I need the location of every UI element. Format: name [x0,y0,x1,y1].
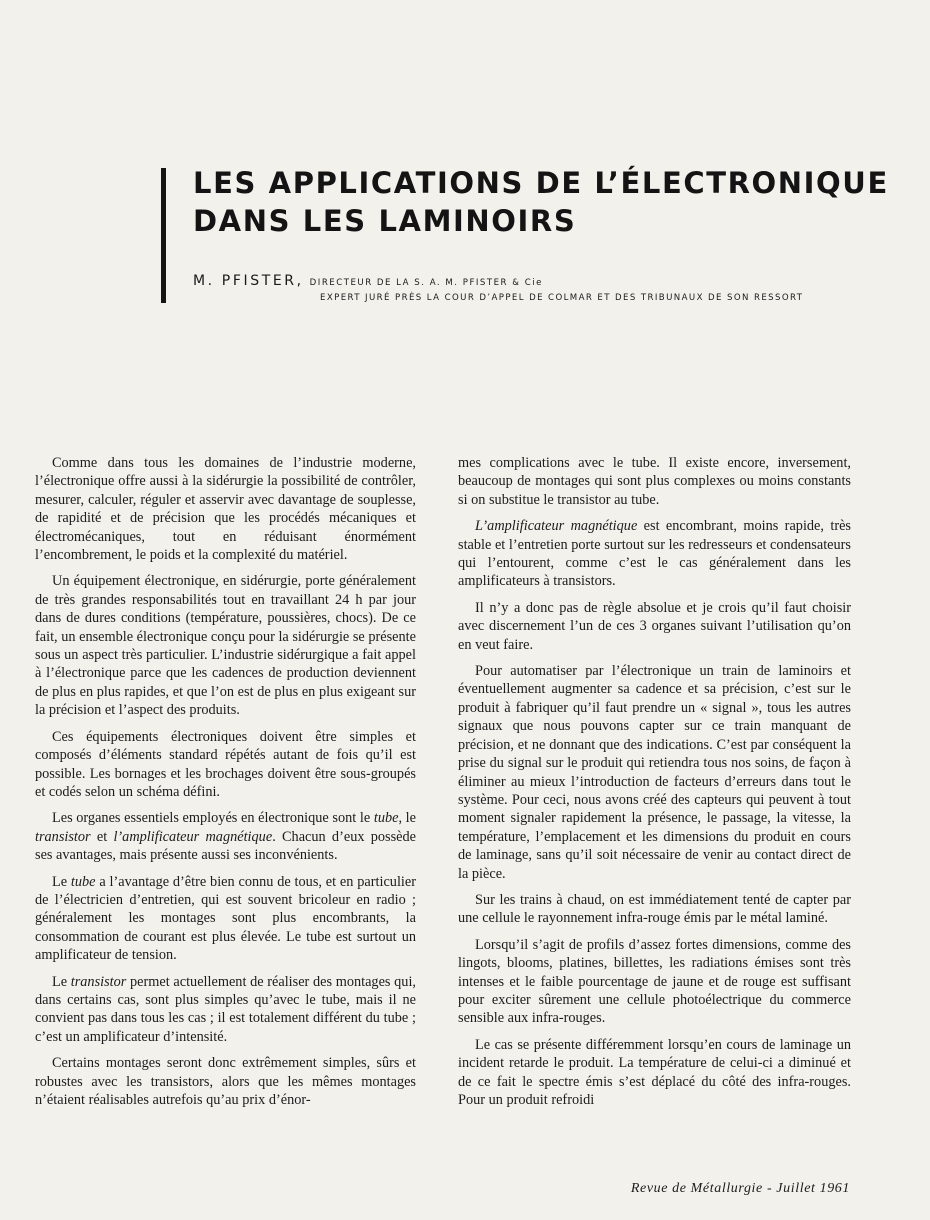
term-transistor: transistor [35,828,91,845]
paragraph: Les organes essentiels employés en électronique sont le tube, le transistor et l’amplificateur magnétique. Chacun d’eux possède ses avantages, mais présente aussi ses inconvénients. [35,810,417,864]
term-tube: tube [373,810,399,827]
journal-footer: Revue de Métallurgie - Juillet 1961 [630,1181,850,1196]
paragraph: Un équipement électronique, en sidérurgie, porte généralement de très grandes responsabilités tout en travaillant 24 h par jour dans de dures conditions (température, poussières, chocs). De ce fait, un ensemble électronique conçu pour la sidérurgie se présente sous un aspect très particulier. L’industrie sidérurgique a fait appel à l’électronique parce que les cadences de production deviennent de plus en plus rapides, et que l’on est de plus en plus exigeant sur la précision et l’aspect des produits. [35,573,416,719]
article-title [193,164,893,240]
title-line-2: DANS LES LAMINOIRS [193,204,577,238]
paragraph: Certains montages seront donc extrêmement simples, sûrs et robustes avec les transistors, alors que les mêmes montages n’étaient réalisables autrefois qu’au prix d’énor- [35,1055,416,1108]
paragraph: Comme dans tous les domaines de l’industrie moderne, l’électronique offre aussi à la sidérurgie la possibilité de contrôler, mesurer, calculer, réguler et asservir avec davantage de souplesse, de rapidité et de précision que les procédés mécaniques et électromécaniques, tout en réduisant énormément l’encombrement, le poids et la complexité du matériel. [35,455,416,564]
author-block [193,273,873,303]
author-role: DIRECTEUR DE LA S. A. M. PFISTER & Cie [309,278,543,288]
term-tube: tube [70,873,96,890]
paragraph: L’amplificateur magnétique est encombrant, moins rapide, très stable et l’entretien porte surtout sur les redresseurs et condensateurs qui l’entourent, comme c’est le cas généralement dans les amplificateurs à transistors. [458,518,851,590]
title-line-1: LES APPLICATIONS DE L’ÉLECTRONIQUE [193,166,889,200]
right-column [458,454,851,1117]
author-name: M. PFISTER, [193,273,304,289]
term-transistor: transistor [70,973,127,990]
paragraph-continued: mes complications avec le tube. Il existe encore, inversement, beaucoup de montages qui sont plus complexes ou moins constants si on substitue le transistor au tube. [458,455,851,508]
paragraph: Il n’y a donc pas de règle absolue et je crois qu’il faut choisir avec discernement l’un de ces 3 organes suivant l’utilisation qu’on en veut faire. [458,599,851,653]
title-rule [161,168,166,303]
paragraph: Sur les trains à chaud, on est immédiatement tenté de capter par une cellule le rayonnement infra-rouge émis par le métal laminé. [458,891,851,927]
author-expert-line: EXPERT JURÉ PRÈS LA COUR D’APPEL DE COLMAR ET DES TRIBUNAUX DE SON RESSORT [320,293,804,303]
paragraph: Lorsqu’il s’agit de profils d’assez fortes dimensions, comme des lingots, blooms, platines, billettes, les radiations émises sont très intenses et le faible pourcentage de jaune et de rouge est suffisant pour exciter sûrement une cellule photoélectrique du commerce sensible aux infra-rouges. [458,936,851,1027]
paragraph: Le transistor permet actuellement de réaliser des montages qui, dans certains cas, sont plus simples qu’avec le tube, mais il ne convient pas dans tous les cas ; il est totalement différent du tube ; c’est un amplificateur d’intensité. [35,973,416,1045]
term-amplificateur: L’amplificateur magnétique [475,518,638,535]
paragraph: Ces équipements électroniques doivent être simples et composés d’éléments standard répétés autant de fois qu’il est possible. Les bornages et les brochages doivent être sous-groupés et codés selon un schéma défini. [35,728,416,800]
paragraph: Le cas se présente différemment lorsqu’en cours de laminage un incident retarde le produit. La température de celui-ci a diminué et de ce fait le spectre émis s’est déplacé du côté des infra-rouges. Pour un produit refroidi [458,1036,851,1108]
paragraph: Pour automatiser par l’électronique un train de laminoirs et éventuellement augmenter sa cadence et sa précision, c’est sur le produit à fabriquer qu’il faut prendre un « signal », tous les autres signaux que nous pouvons capter sur ce train manquant de précision, et ne donnant que des indications. C’est par conséquent la prise du signal sur le produit qui retiendra tous nos soins, de façon à éliminer au mieux l’introduction de facteurs d’erreurs dans tout le système. Pour ceci, nous avons créé des capteurs qui peuvent à tout moment signaler rapidement la présence, le passage, la vitesse, la température, l’emplacement et les dimensions du produit en cours de laminage, sans qu’il soit nécessaire de venir au contact direct de la pièce. [458,663,851,882]
paragraph: Le tube a l’avantage d’être bien connu de tous, et en particulier de l’électricien d’entretien, qui est souvent bricoleur en radio ; généralement les montages sont plus encombrants, la consommation de courant est plus élevée. Le tube est surtout un amplificateur de tension. [35,873,416,964]
left-column [35,454,416,1117]
term-amplificateur: l’amplificateur magnétique [113,828,273,845]
